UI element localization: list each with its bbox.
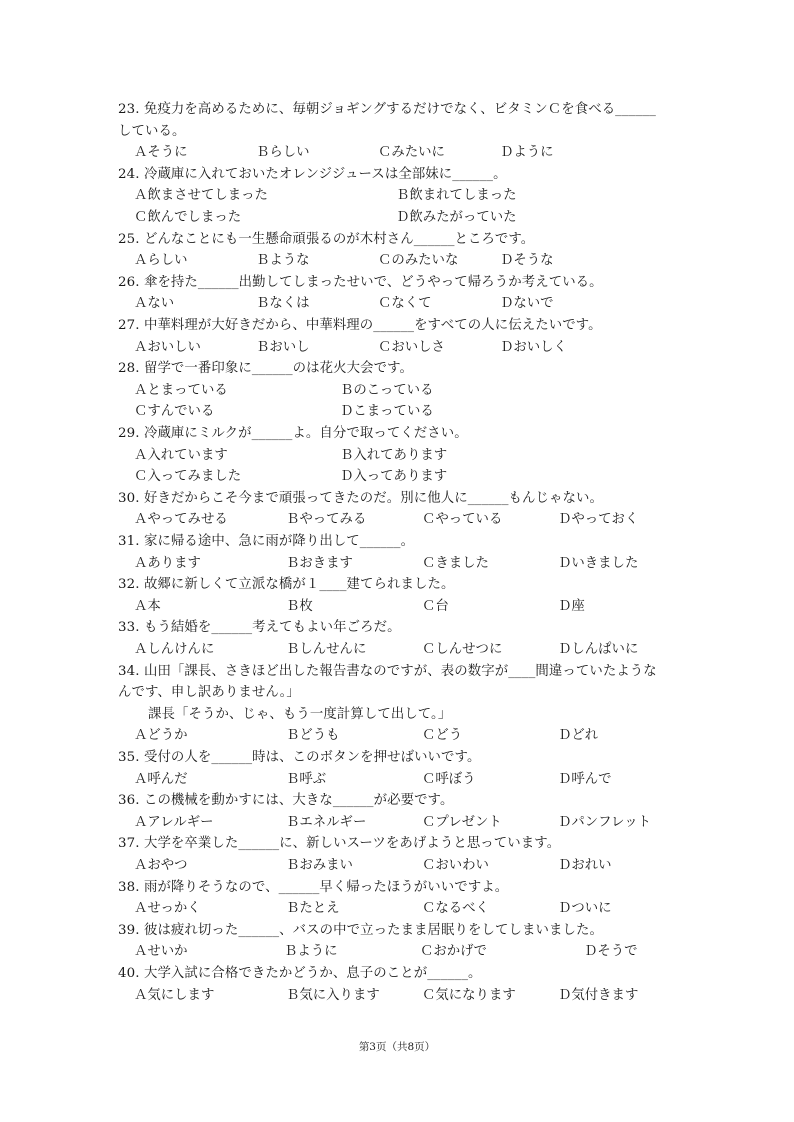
- question-29-option-b[interactable]: Ｂ入れてあります: [340, 447, 448, 463]
- page-footer: 第3页（共8页）: [358, 1041, 436, 1053]
- question-32-option-d[interactable]: Ｄ座: [558, 598, 585, 614]
- question-40-text: 40. 大学入試に合格できたかどうか、息子のことが______。: [118, 966, 482, 981]
- question-36-option-a[interactable]: Ａアレルギー: [134, 814, 214, 830]
- question-34-option-d[interactable]: Ｄどれ: [558, 728, 599, 744]
- question-34-text: 課長「そうか、じゃ、もう一度計算して出して。」: [148, 706, 452, 722]
- question-24-option-c[interactable]: Ｃ飲んでしまった: [134, 210, 242, 225]
- question-23-option-a[interactable]: Ａそうに: [134, 145, 188, 161]
- question-32-option-c[interactable]: Ｃ台: [422, 598, 449, 614]
- question-26-text: 26. 傘を持た______出勤してしまったせいで、どうやって帰ろうか考えている。: [118, 274, 603, 290]
- question-23-text: 23. 免疫力を高めるために、毎朝ジョギングするだけでなく、ビタミンＣを食べる______: [118, 102, 656, 117]
- question-39-option-b[interactable]: Ｂように: [284, 944, 338, 960]
- question-39-option-a[interactable]: Ａせいか: [134, 944, 188, 960]
- question-33-option-d[interactable]: Ｄしんぱいに: [558, 642, 639, 657]
- question-25-option-a[interactable]: Ａらしい: [134, 253, 188, 269]
- question-24-option-a[interactable]: Ａ飲まさせてしまった: [134, 188, 268, 204]
- question-29-text: 29. 冷蔵庫にミルクが______よ。自分で取ってください。: [118, 426, 468, 441]
- question-28-option-c[interactable]: Ｃすんでいる: [134, 404, 215, 420]
- question-26-option-a[interactable]: Ａない: [134, 296, 175, 312]
- question-29-option-c[interactable]: Ｃ入ってみました: [134, 469, 242, 485]
- question-40-option-b[interactable]: Ｂ気に入ります: [286, 987, 380, 1003]
- question-33-text: 33. もう結婚を______考えてもよい年ごろだ。: [118, 620, 401, 636]
- question-35-option-b[interactable]: Ｂ呼ぶ: [286, 771, 327, 787]
- question-30-option-d[interactable]: Ｄやっておく: [558, 512, 639, 528]
- question-33-option-b[interactable]: Ｂしんせんに: [286, 642, 367, 657]
- question-27-text: 27. 中華料理が大好きだから、中華料理の______をすべての人に伝えたいです。: [118, 318, 602, 333]
- question-25-option-d[interactable]: Ｄそうな: [500, 253, 554, 269]
- question-27-option-c[interactable]: Ｃおいしさ: [378, 339, 445, 355]
- question-36-option-c[interactable]: Ｃプレゼント: [422, 814, 502, 830]
- question-32-option-a[interactable]: Ａ本: [134, 598, 161, 614]
- question-37-option-a[interactable]: Ａおやつ: [134, 858, 188, 873]
- question-29-option-a[interactable]: Ａ入れています: [134, 447, 228, 463]
- question-37-option-d[interactable]: Ｄおれい: [558, 858, 612, 873]
- question-27-option-b[interactable]: Ｂおいし: [256, 339, 310, 355]
- question-26-option-c[interactable]: Ｃなくて: [378, 296, 432, 312]
- question-24-option-b[interactable]: Ｂ飲まれてしまった: [396, 188, 517, 204]
- question-27-option-d[interactable]: Ｄおいしく: [500, 339, 567, 355]
- question-35-option-c[interactable]: Ｃ呼ぼう: [422, 771, 476, 787]
- question-38-option-b[interactable]: Ｂたとえ: [286, 901, 340, 917]
- question-36-option-b[interactable]: Ｂエネルギー: [286, 814, 367, 830]
- question-28-option-b[interactable]: Ｂのこっている: [340, 382, 434, 398]
- question-40-option-d[interactable]: Ｄ気付きます: [558, 987, 639, 1003]
- question-38-option-d[interactable]: Ｄついに: [558, 901, 612, 917]
- question-31-text: 31. 家に帰る途中、急に雨が降り出して______。: [118, 534, 415, 549]
- question-28-option-a[interactable]: Ａとまっている: [134, 382, 228, 398]
- question-28-option-d[interactable]: Ｄこまっている: [340, 404, 434, 420]
- question-31-option-b[interactable]: Ｂおきます: [286, 555, 353, 571]
- question-33-option-c[interactable]: Ｃしんせつに: [422, 642, 503, 657]
- question-36-option-d[interactable]: Ｄパンフレット: [558, 814, 652, 830]
- question-25-option-c[interactable]: Ｃのみたいな: [378, 253, 459, 269]
- question-39-option-d[interactable]: Ｄそうで: [584, 944, 638, 960]
- question-30-option-b[interactable]: Ｂやってみる: [286, 512, 367, 528]
- question-36-text: 36. この機械を動かすには、大きな______が必要です。: [118, 793, 454, 809]
- question-23-option-d[interactable]: Ｄように: [500, 145, 554, 161]
- question-30-text: 30. 好きだからこそ今まで頑張ってきたのだ。別に他人に______もんじゃない。: [118, 490, 603, 506]
- question-39-option-c[interactable]: Ｃおかげで: [420, 944, 487, 960]
- question-37-text: 37. 大学を卒業した______に、新しいスーツをあげようと思っています。: [118, 836, 561, 852]
- question-30-option-a[interactable]: Ａやってみせる: [134, 512, 228, 528]
- question-31-option-a[interactable]: Ａあります: [134, 555, 201, 571]
- question-38-option-a[interactable]: Ａせっかく: [134, 901, 201, 917]
- question-35-option-d[interactable]: Ｄ呼んで: [558, 771, 612, 787]
- question-34-option-b[interactable]: Ｂどうも: [286, 728, 340, 744]
- question-32-text: 32. 故郷に新しくて立派な橋が１____建てられました。: [118, 577, 455, 593]
- question-35-text: 35. 受付の人を______時は、このボタンを押せばいいです。: [118, 750, 481, 765]
- question-23-option-c[interactable]: Ｃみたいに: [378, 145, 445, 161]
- question-34-option-c[interactable]: Ｃどう: [422, 728, 463, 744]
- question-33-option-a[interactable]: Ａしんけんに: [134, 642, 215, 657]
- question-23-text: している。: [118, 123, 186, 139]
- question-32-option-b[interactable]: Ｂ枚: [286, 598, 313, 614]
- question-38-text: 38. 雨が降りそうなので、______早く帰ったほうがいいですよ。: [118, 879, 509, 895]
- question-40-option-a[interactable]: Ａ気にします: [134, 987, 215, 1003]
- question-31-option-d[interactable]: Ｄいきました: [558, 555, 639, 571]
- question-26-option-d[interactable]: Ｄないで: [500, 296, 554, 312]
- question-25-text: 25. どんなことにも一生懸命頑張るのが木村さん______ところです。: [118, 231, 535, 247]
- question-34-option-a[interactable]: Ａどうか: [134, 728, 188, 744]
- question-31-option-c[interactable]: Ｃきました: [422, 555, 489, 571]
- question-25-option-b[interactable]: Ｂような: [256, 253, 310, 269]
- question-23-option-b[interactable]: Ｂらしい: [256, 145, 310, 161]
- question-38-option-c[interactable]: Ｃなるべく: [422, 901, 489, 917]
- question-24-option-d[interactable]: Ｄ飲みたがっていた: [396, 210, 517, 225]
- question-39-text: 39. 彼は疲れ切った______、バスの中で立ったまま居眠りをしてしまいました。: [118, 922, 603, 938]
- question-28-text: 28. 留学で一番印象に______のは花火大会です。: [118, 361, 413, 377]
- question-35-option-a[interactable]: Ａ呼んだ: [134, 771, 188, 787]
- question-27-option-a[interactable]: Ａおいしい: [134, 339, 201, 355]
- question-37-option-c[interactable]: Ｃおいわい: [422, 858, 489, 873]
- question-29-option-d[interactable]: Ｄ入ってあります: [340, 469, 448, 485]
- question-40-option-c[interactable]: Ｃ気になります: [422, 987, 516, 1003]
- question-26-option-b[interactable]: Ｂなくは: [256, 296, 310, 312]
- question-37-option-b[interactable]: Ｂおみまい: [286, 858, 353, 873]
- question-24-text: 24. 冷蔵庫に入れておいたオレンジジュースは全部妹に______。: [118, 166, 507, 182]
- question-34-text: 34. 山田「課長、さきほど出した報告書なのですが、表の数字が____間違っていたような: [118, 663, 657, 679]
- question-34-text: んです、申し訳ありません。」: [118, 685, 300, 701]
- question-30-option-c[interactable]: Ｃやっている: [422, 512, 503, 528]
